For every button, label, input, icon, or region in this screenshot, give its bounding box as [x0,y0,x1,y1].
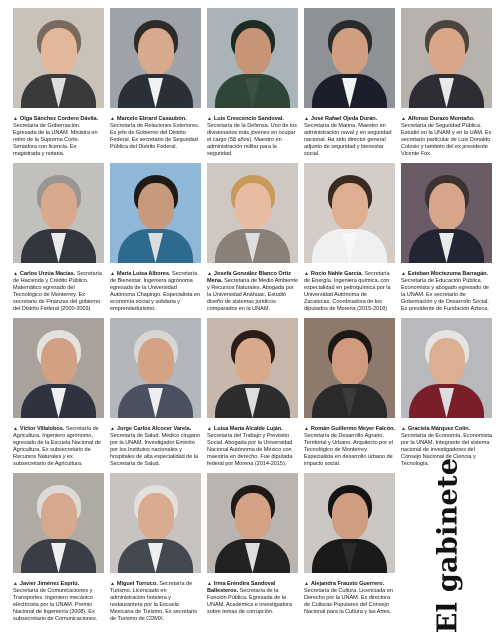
portrait-face [429,338,465,384]
member-caption [304,271,395,312]
member-card [207,8,298,163]
member-description: Secretaría de Seguridad Pública. Estudió en la UNAM y en la UAM. Ex secretario particular de Luis Donaldo Colosio y también del ex presidente Vicente Fox. [401,122,492,157]
member-card [13,163,104,318]
member-card [304,163,395,318]
member-name: Román Guillermo Meyer Falcón. [310,426,395,432]
caption-marker-icon: ▲ [304,581,309,587]
member-photo [13,473,104,573]
member-description: Secretaría de Gobernación. Egresada de la UNAM. Ministra en retiro de la Suprema Corte. Senadora con licencia. Ex magistrada y notaria. [13,122,98,157]
member-card [207,318,298,473]
member-name: Graciela Márquez Colín. [407,426,471,432]
member-card [110,8,201,163]
member-photo [207,8,298,108]
member-description: Secretaría de Energía. Ingeniera química, con especialidad en petroquímica por la Universidad Autónoma de Zacatecas. Coordinadora de los diputados de Morena (2015-2018) [304,271,391,312]
member-name: Javier Jiménez Espriú. [19,581,80,587]
portrait-face [138,183,174,229]
portrait-face [41,338,77,384]
member-photo [304,318,395,418]
caption-marker-icon: ▲ [207,271,212,277]
member-card [304,473,395,628]
caption-marker-icon: ▲ [13,271,18,277]
member-card [110,163,201,318]
member-card [401,318,492,473]
member-caption [110,581,201,622]
member-caption [13,271,104,312]
member-description: Secretaría de la Función Pública. Egresada de la UNAM. Académica e investigadora sobre temas de corrupción. [207,587,292,615]
portrait-face [429,28,465,74]
member-name: Miguel Torruco. [116,581,158,587]
member-caption [401,116,492,157]
member-description: Secretaría de Salud. Médico cirujano por la UNAM. Investigador Emérito por los Institutos nacionales y hospitales de alta especialidad de la Secretaría de Salud. [110,432,200,467]
member-caption [304,116,395,157]
member-photo [304,473,395,573]
member-caption [401,271,492,312]
member-card [304,318,395,473]
portrait-face [332,183,368,229]
portrait-face [332,338,368,384]
member-description: Secretaría de Economía. Economista por la UNAM. Integrante del sistema nacional de investigadores del Consejo Nacional de Ciencia y Tecnología. [401,432,492,467]
member-photo [110,8,201,108]
member-description: Secretaría del Trabajo y Previsión Social. Abogada por la Universidad Nacional Autónoma de México con maestría en derecho. Fue diputada federal por Morena (2014-2015). [207,432,293,467]
member-caption [13,581,104,622]
caption-marker-icon: ▲ [401,271,406,277]
caption-marker-icon: ▲ [401,426,406,432]
cabinet-row [13,318,493,473]
member-description: Secretaría de Desarrollo Agrario, Territorial y Urbano. Arquitecto por el Tecnológico de Monterrey. Especialista en desarrollo urbano de impacto social. [304,432,393,467]
caption-marker-icon: ▲ [110,426,115,432]
member-description: Secretaría de Educación Pública. Economista y abogado egresado de la UNAM. Ex secretario de Gobernación y de Desarrollo Social. Ex presidente de Fundación Azteca. [401,277,489,312]
caption-marker-icon: ▲ [207,116,212,122]
caption-marker-icon: ▲ [13,116,18,122]
member-photo [207,318,298,418]
member-description: Secretaría de Relaciones Exteriores. Ex jefe de Gobierno del Distrito Federal. Ex secretario de Seguridad Pública del Distrito Federal. [110,122,200,150]
portrait-face [429,183,465,229]
member-name: Luisa María Alcalde Luján. [213,426,283,432]
member-photo [401,163,492,263]
portrait-face [41,183,77,229]
caption-marker-icon: ▲ [110,116,115,122]
caption-marker-icon: ▲ [207,426,212,432]
member-name: Carlos Urzúa Macías. [19,271,76,277]
member-name: José Rafael Ojeda Durán. [310,116,378,122]
caption-marker-icon: ▲ [110,271,115,277]
caption-marker-icon: ▲ [304,116,309,122]
member-caption [207,116,298,157]
member-photo [13,8,104,108]
member-card [207,473,298,628]
caption-marker-icon: ▲ [304,426,309,432]
member-card [401,8,492,163]
member-caption [13,426,104,467]
member-name: Josefa González Blanco Ortiz Mena. [207,271,291,284]
caption-marker-icon: ▲ [110,581,115,587]
cabinet-row [13,163,493,318]
portrait-face [332,28,368,74]
member-caption [207,581,298,616]
member-photo [13,318,104,418]
member-caption [13,116,104,157]
member-description: Secretaría de Hacienda y Crédito Público. Matemático egresado del Tecnológico de Monterrey. Ex secretario de Finanzas del gobierno del Distrito Federal (2000-2003) [13,271,102,312]
member-photo [13,163,104,263]
member-photo [110,318,201,418]
member-description: Secretaría de Agricultura. Ingeniero agrónomo, egresado de la Escuela Nacional de Agricultura. Ex subsecretario de Recursos Naturales y ex subsecretario de Agricultura. [13,426,101,467]
member-description: Secretaría de Bienestar. Ingeniera agrónoma egresada de la Universidad Autónoma Chapingo. Especialista en economía social y solidaria y emprendedurismo. [110,271,201,312]
member-name: Esteban Moctezuma Barragán. [407,271,488,277]
member-photo [207,163,298,263]
member-card [110,473,201,628]
member-name: Jorge Carlos Alcocer Varela. [116,426,192,432]
portrait-face [138,28,174,74]
caption-marker-icon: ▲ [13,581,18,587]
page-title: El gabinete [432,457,464,633]
member-description: Secretaría de Cultura. Licenciada en Derecho por la UNAM. Ex directora de Culturas Populares del Consejo Nacional para la Cultura y las Artes. [304,587,393,615]
member-photo [207,473,298,573]
member-photo [401,8,492,108]
member-description: Secretaría de la Defensa. Uno de los divisionarios más jóvenes en ocupar el cargo (58 años). Maestro en administración militar para la seguridad. [207,122,297,157]
member-caption [207,271,298,312]
portrait-face [235,338,271,384]
caption-marker-icon: ▲ [207,581,212,587]
portrait-face [235,493,271,539]
member-name: Irma Eréndira Sandoval Ballesteros. [207,581,276,594]
member-name: Olga Sánchez Cordero Dávila. [19,116,99,122]
portrait-face [41,493,77,539]
member-name: Luis Crescencio Sandoval. [213,116,284,122]
caption-marker-icon: ▲ [13,426,18,432]
portrait-face [332,493,368,539]
portrait-face [138,338,174,384]
member-card [401,163,492,318]
cabinet-row [13,8,493,163]
member-caption [207,426,298,467]
portrait-face [41,28,77,74]
member-caption [110,426,201,467]
member-card [13,473,104,628]
member-photo [304,8,395,108]
page-title-block [402,457,493,633]
member-name: Marcelo Ebrard Casaubón. [116,116,187,122]
portrait-face [235,28,271,74]
member-caption [304,426,395,467]
member-card [304,8,395,163]
member-caption [110,271,201,312]
member-card [13,318,104,473]
member-card [13,8,104,163]
caption-marker-icon: ▲ [304,271,309,277]
member-name: Víctor Villalobos. [19,426,65,432]
member-description: Secretaría de Turismo. Licenciado en administración hotelera y restaurantera por la Escuela Mexicana de Turismo. Ex secretario de Turismo de CDMX. [110,581,198,622]
member-description: Secretaría de Comunicaciones y Transportes. Ingeniero mecánico electricista por la UNAM. Premio Nacional de Ingeniería (2008). Ex subsecretario de Comunicaciones. [13,587,98,622]
member-card [110,318,201,473]
member-name: Alfonso Durazo Montaño. [407,116,475,122]
member-photo [304,163,395,263]
member-description: Secretaría de Medio Ambiente y Recursos Naturales. Abogada por la Universidad Anáhuac. Estudió diseño de sistemas jurídicos comparados en la UNAM. [207,277,298,312]
member-photo [110,473,201,573]
member-photo [401,318,492,418]
member-name: María Luisa Albores. [116,271,171,277]
member-name: Rocío Nahle García. [310,271,363,277]
member-card [207,163,298,318]
member-photo [110,163,201,263]
caption-marker-icon: ▲ [401,116,406,122]
member-caption [304,581,395,616]
member-description: Secretaría de Marina. Maestro en administración naval y en seguridad nacional. Ha sido director general adjunto de seguridad y bienestar social. [304,122,392,157]
member-name: Alejandra Frausto Guerrero. [310,581,385,587]
portrait-face [235,183,271,229]
portrait-face [138,493,174,539]
member-caption [110,116,201,151]
